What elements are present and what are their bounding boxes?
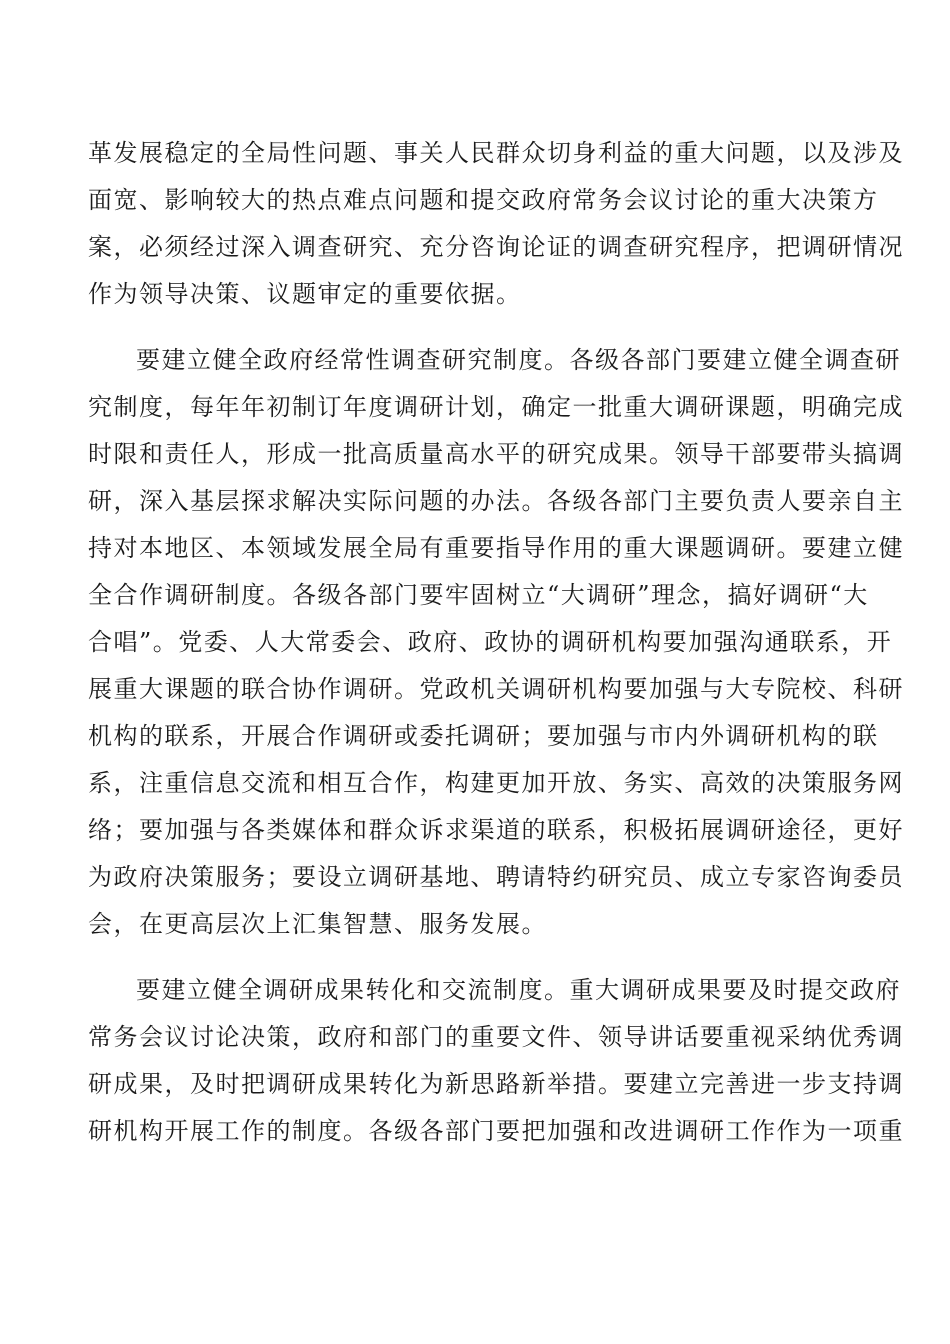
text-line: 全合作调研制度。各级各部门要牢固树立“大调研”理念，搞好调研“大 — [88, 581, 869, 609]
text-line: 为政府决策服务；要设立调研基地、聘请特约研究员、成立专家咨询委员 — [88, 863, 904, 891]
text-line: 要建立健全政府经常性调查研究制度。各级各部门要建立健全调查研 — [136, 346, 901, 374]
text-line: 合唱”。党委、人大常委会、政府、政协的调研机构要加强沟通联系，开 — [88, 628, 893, 656]
text-line: 面宽、影响较大的热点难点问题和提交政府常务会议讨论的重大决策方 — [88, 186, 879, 214]
paragraph-2 — [88, 337, 904, 948]
paragraph-spacer — [88, 318, 863, 337]
text-line: 会，在更高层次上汇集智慧、服务发展。 — [88, 910, 547, 938]
text-line: 研，深入基层探求解决实际问题的办法。各级各部门主要负责人要亲自主 — [88, 487, 904, 515]
text-line: 展重大课题的联合协作调研。党政机关调研机构要加强与大专院校、科研 — [88, 675, 904, 703]
paragraph-1 — [88, 130, 904, 318]
text-line: 研成果，及时把调研成果转化为新思路新举措。要建立完善进一步支持调 — [88, 1070, 904, 1098]
text-line: 案，必须经过深入调查研究、充分咨询论证的调查研究程序，把调研情况 — [88, 233, 904, 261]
text-line: 常务会议讨论决策，政府和部门的重要文件、领导讲话要重视采纳优秀调 — [88, 1023, 904, 1051]
text-line: 究制度，每年年初制订年度调研计划，确定一批重大调研课题，明确完成 — [88, 393, 904, 421]
text-line: 要建立健全调研成果转化和交流制度。重大调研成果要及时提交政府 — [136, 976, 901, 1004]
text-line: 络；要加强与各类媒体和群众诉求渠道的联系，积极拓展调研途径，更好 — [88, 816, 904, 844]
text-line: 机构的联系，开展合作调研或委托调研；要加强与市内外调研机构的联 — [88, 722, 879, 750]
text-line: 研机构开展工作的制度。各级各部门要把加强和改进调研工作作为一项重 — [88, 1117, 904, 1145]
paragraph-3 — [88, 967, 904, 1155]
text-line: 系，注重信息交流和相互合作，构建更加开放、务实、高效的决策服务网 — [88, 769, 904, 797]
document-body — [88, 130, 904, 1155]
text-line: 革发展稳定的全局性问题、事关人民群众切身利益的重大问题，以及涉及 — [88, 139, 904, 167]
text-line: 时限和责任人，形成一批高质量高水平的研究成果。领导干部要带头搞调 — [88, 440, 904, 468]
text-line: 作为领导决策、议题审定的重要依据。 — [88, 280, 522, 308]
paragraph-spacer — [88, 948, 863, 967]
text-line: 持对本地区、本领域发展全局有重要指导作用的重大课题调研。要建立健 — [88, 534, 904, 562]
